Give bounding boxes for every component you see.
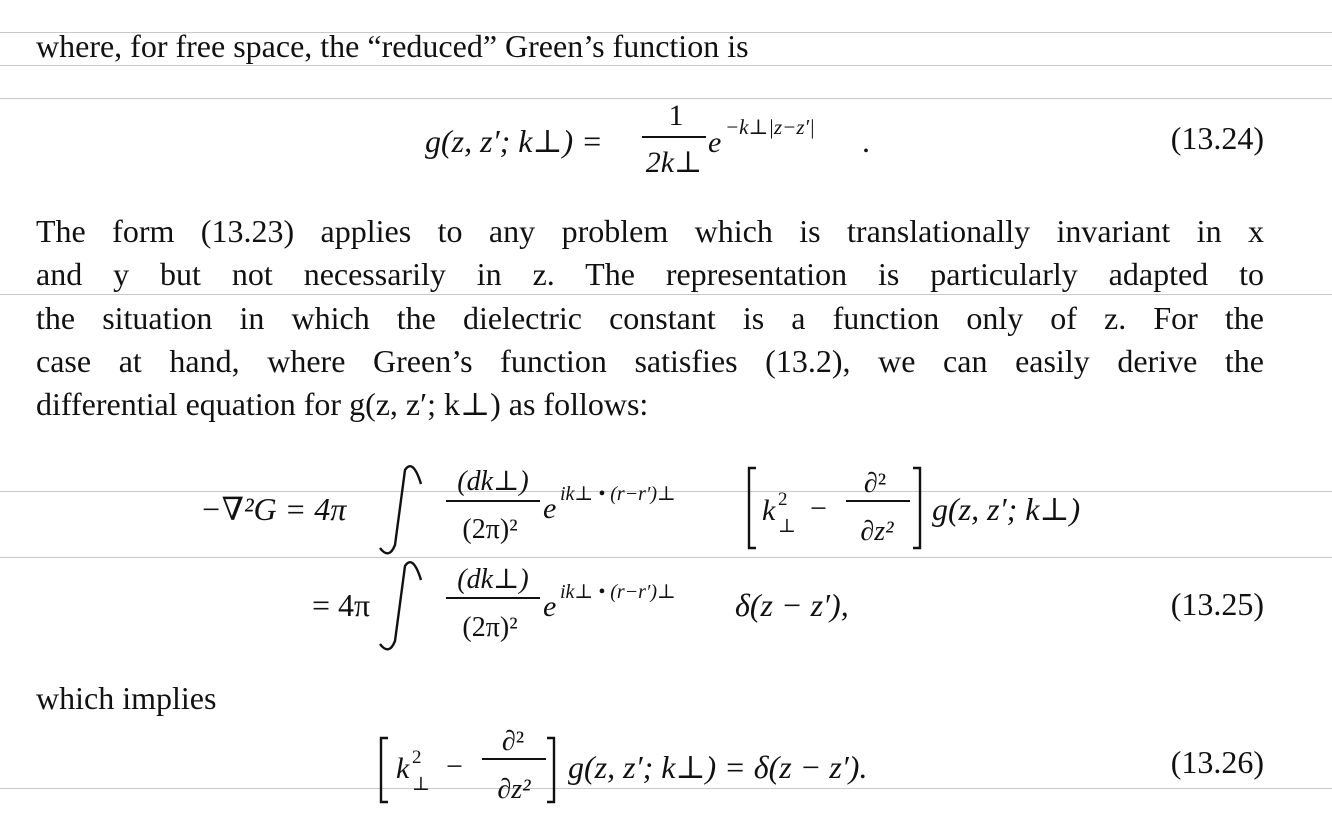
eq1325a-exponent: ik⊥ • (r−r′)⊥: [560, 483, 676, 505]
equation-13-25-line2: [312, 562, 849, 649]
eq1326-d-den: ∂z²: [497, 774, 531, 805]
which-implies-text: which implies: [36, 680, 217, 716]
left-bracket: [749, 468, 756, 548]
eq1324-denominator: 2k⊥: [645, 146, 703, 179]
eq1324-lhs: g(z, z′; k⊥) =: [425, 123, 603, 159]
eq1325a-exp-base: e: [543, 492, 557, 525]
equation-13-25-line1: [200, 466, 1080, 553]
eq-number-13-26: (13.26): [1170, 744, 1264, 780]
eq1325a-d-den: ∂z²: [860, 516, 894, 547]
eq1326-bracket-sup: 2: [412, 747, 422, 768]
paragraph-line: differential equation for g(z, z′; k⊥) as follows:: [36, 386, 649, 423]
eq1325b-frac-den: (2π)²: [462, 612, 518, 643]
eq1325a-bracket-sub: ⊥: [778, 516, 796, 537]
paragraph-line: The form (13.23) applies to any problem which is translationally invariant in x: [36, 213, 1264, 249]
right-bracket: [547, 738, 554, 802]
eq1326-d-num: ∂²: [501, 726, 525, 757]
equation-13-24: [425, 99, 870, 179]
eq1326-rhs: g(z, z′; k⊥) = δ(z − z′).: [568, 749, 868, 785]
paragraph-line: and y but not necessarily in z. The representation is particularly adapted to: [36, 256, 1264, 293]
eq1324-exponent: −k⊥|z−z′|: [725, 115, 815, 139]
eq1324-fraction-bar: [642, 136, 706, 138]
eq-number-13-24: (13.24): [1170, 120, 1264, 156]
eq1325b-frac-bar: [446, 597, 540, 599]
eq1325a-d-bar: [846, 500, 910, 502]
eq1325a-minus: −: [810, 492, 827, 525]
eq1325b-frac-num: (dk⊥): [457, 564, 529, 595]
eq1325a-rhs: g(z, z′; k⊥): [932, 491, 1081, 527]
eq1325a-lhs: −∇²G = 4π: [200, 491, 347, 527]
eq1326-d-bar: [482, 758, 546, 760]
intro-line: where, for free space, the “reduced” Green’s function is: [36, 28, 749, 64]
eq-number-13-25: (13.25): [1170, 586, 1264, 622]
eq1325b-rhs: δ(z − z′),: [735, 587, 849, 623]
eq1324-tail: .: [862, 123, 870, 159]
right-bracket: [913, 468, 920, 548]
eq1325a-bracket-sup: 2: [778, 489, 788, 510]
eq1326-bracket-k: k: [396, 752, 410, 785]
eq1326-minus: −: [446, 750, 463, 783]
eq1325a-d-num: ∂²: [863, 468, 887, 499]
eq1325a-frac-bar: [446, 500, 540, 502]
eq1325a-bracket-k: k: [762, 494, 776, 527]
eq1324-exp-base: e: [708, 126, 722, 159]
integral-sign: [380, 466, 421, 553]
eq1325b-exponent: ik⊥ • (r−r′)⊥: [560, 581, 676, 603]
eq1325a-frac-num: (dk⊥): [457, 466, 529, 497]
integral-sign: [380, 562, 421, 649]
eq1326-bracket-sub: ⊥: [412, 774, 430, 795]
eq1324-numerator: 1: [668, 99, 684, 132]
eq1325b-lhs: = 4π: [312, 587, 371, 623]
equation-13-26: [381, 726, 867, 805]
eq1325b-exp-base: e: [543, 590, 557, 623]
eq1325a-frac-den: (2π)²: [462, 514, 518, 545]
paragraph-line: case at hand, where Green’s function satisfies (13.2), we can easily derive the: [36, 342, 1264, 379]
left-bracket: [381, 738, 388, 802]
paragraph-line: the situation in which the dielectric constant is a function only of z. For the: [36, 299, 1264, 336]
